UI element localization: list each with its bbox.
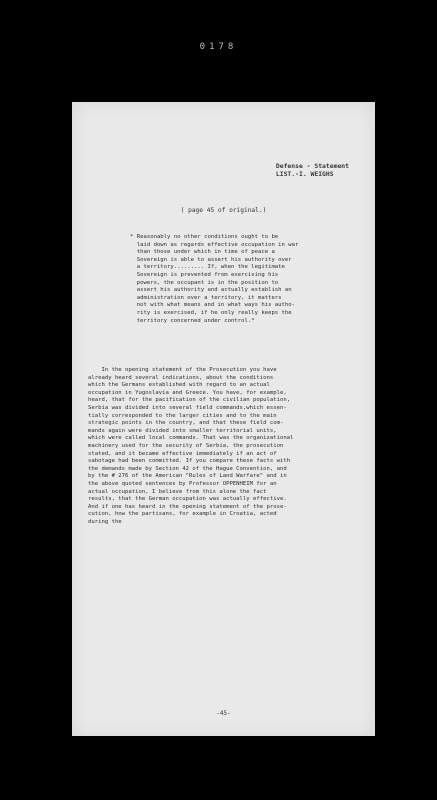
header-line-1: Defense - Statement <box>275 162 349 170</box>
quoted-passage: * Reasonably no other conditions ought to be laid down as regards effective occupation in war than those under which in time of peace a Sovereign is able to assert his authority over a territory......... If, when the legitimate Sovereign is prevented from exercising his powers, the occupant is in the position to assert his authority and actually establish an administration over a territory, it matters not with what means and in what ways his autho- rity is exercised, if he only really keeps the territory concerned under control.* <box>130 234 299 324</box>
frame-number: 0178 <box>199 42 238 52</box>
page-reference: ( page 45 of original.) <box>180 207 267 214</box>
body-paragraph: In the opening statement of the Prosecution you have already heard several indications, about the conditions which the Germans established with regard to an actual occupation in Yugoslavia and Greece. You have, for example, heard, that for the pacification of the civilian population, Serbia was divided into several field commands,which essen- tially corresponded to the larger cities and to the main strategic points in the country, and that these field com- mands again were divided into smaller territorial units, which were called local commands. That was the organizational machinery used for the security of Serbia, the prosecution stated, and it became effective immediately if an act of sabotage had been committed. If you compare these facts with the demands made by Section 42 of the Hague Convention, and by the # 276 of the American "Rules of Land Warfare" and in the above quoted sentences by Professor OPPENHEIM for an actual occupation, I believe from this alone the fact results, that the German occupation was actually effective. And if one has heard in the opening statement of the prose- cution, how the partisans, for example in Croatia, acted during the <box>88 367 294 525</box>
page-number: -45- <box>216 710 231 717</box>
document-header <box>276 162 349 178</box>
document-page <box>72 102 375 736</box>
header-line-2: LIST.-I. WEIGHS <box>275 170 334 178</box>
